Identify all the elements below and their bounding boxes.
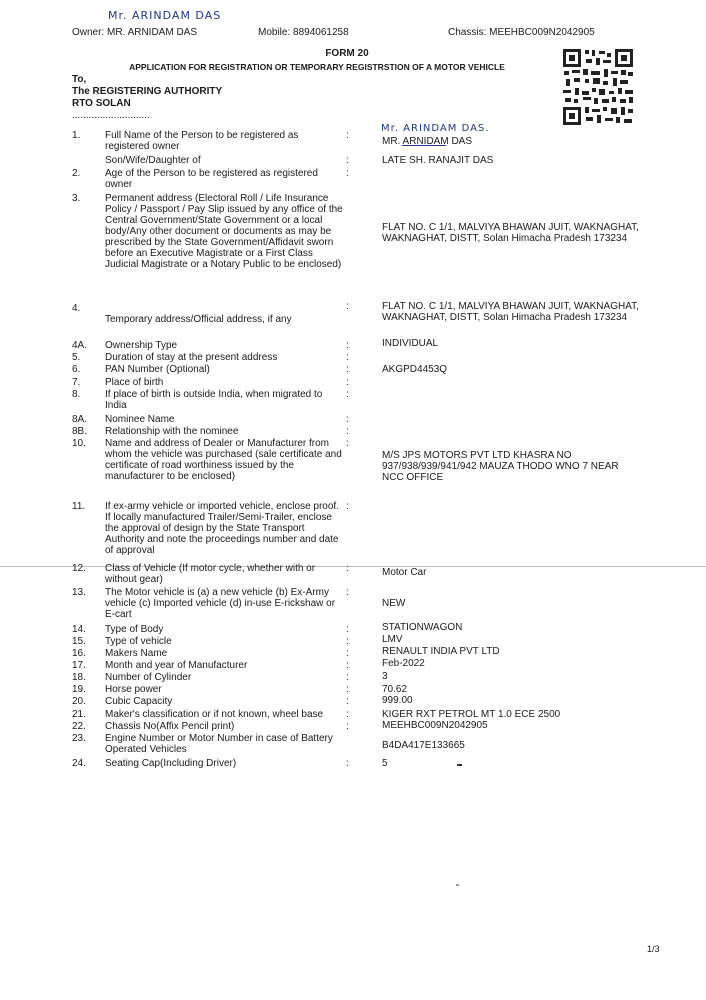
- item-label: Makers Name: [105, 648, 168, 659]
- item-value: 5: [382, 758, 388, 769]
- item-colon: :: [346, 364, 349, 375]
- item-number: 23.: [72, 733, 86, 744]
- registering-authority: The REGISTERING AUTHORITY: [72, 86, 223, 97]
- item-value: MR. ARNIDAM DAS: [382, 136, 473, 147]
- item-label: Seating Cap(Including Driver): [105, 758, 237, 769]
- item-label: The Motor vehicle is (a) a new vehicle (b) Ex-Army vehicle (c) Imported vehicle (d) in-use E-rickshaw or E-cart: [105, 587, 336, 620]
- item-number: 15.: [72, 636, 86, 647]
- item-label: Horse power: [105, 684, 162, 695]
- item-colon: :: [346, 660, 349, 671]
- item-label: Month and year of Manufacturer: [105, 660, 248, 671]
- item-colon: :: [346, 684, 349, 695]
- handwritten-name: Mr. ARINDAM DAS.: [381, 123, 490, 134]
- item-colon: :: [346, 130, 349, 141]
- item-number: 4A.: [72, 340, 88, 351]
- mobile-text: Mobile: 8894061258: [258, 27, 349, 38]
- item-value: NEW: [382, 598, 406, 609]
- item-label: Relationship with the nominee: [105, 426, 239, 437]
- item-value: LMV: [382, 634, 403, 645]
- item-label: Ownership Type: [105, 340, 178, 351]
- handwritten-owner-name: Mr. ARINDAM DAS: [108, 9, 222, 22]
- to-label: To,: [72, 74, 87, 85]
- item-colon: :: [346, 636, 349, 647]
- item-value: 70.62: [382, 684, 408, 695]
- item-label: Number of Cylinder: [105, 672, 192, 683]
- item-number: 19.: [72, 684, 86, 695]
- item-label: PAN Number (Optional): [105, 364, 210, 375]
- item-colon: :: [346, 340, 349, 351]
- item-label: Type of vehicle: [105, 636, 172, 647]
- item-label: Duration of stay at the present address: [105, 352, 278, 363]
- item-colon: :: [346, 696, 349, 707]
- scan-speck: [457, 764, 462, 766]
- item-label: Engine Number or Motor Number in case of Battery Operated Vehicles: [105, 733, 333, 755]
- chassis-text: Chassis: MEEHBC009N2042905: [448, 27, 595, 38]
- item-colon: :: [346, 438, 349, 449]
- item-label: Place of birth: [105, 377, 164, 388]
- item-number: 17.: [72, 660, 86, 671]
- item-number: 20.: [72, 696, 86, 707]
- item-value: STATIONWAGON: [382, 622, 463, 633]
- item-colon: :: [346, 563, 349, 574]
- item-colon: :: [346, 389, 349, 400]
- item-colon: :: [346, 501, 349, 512]
- item-label: Permanent address (Electoral Roll / Life Insurance Policy / Passport / Pay Slip issued by any office of the Central Government/State Government or a local body/Any other document or documents as may be prescribed by the State Government/Affidavit sworn before an Executive Magistrate or a First Class Judicial Magistrate or a Notary Public to be enclosed): [105, 193, 343, 270]
- item-number: 8B.: [72, 426, 88, 437]
- form-title: APPLICATION FOR REGISTRATION OR TEMPORARY REGISTRSTION OF A MOTOR VEHICLE: [129, 62, 505, 72]
- item-colon: :: [346, 721, 349, 732]
- item-colon: :: [346, 352, 349, 363]
- item-colon: :: [346, 648, 349, 659]
- item-label: Son/Wife/Daughter of: [105, 155, 201, 166]
- item-label: Chassis No(Affix Pencil print): [105, 721, 235, 732]
- item-label: Full Name of the Person to be registered as registered owner: [105, 130, 299, 152]
- item-value: 3: [382, 671, 388, 682]
- item-label: Nominee Name: [105, 414, 175, 425]
- item-number: 14.: [72, 624, 86, 635]
- rto-name: RTO SOLAN: [72, 98, 131, 109]
- scan-speck: [456, 884, 459, 886]
- item-label: Type of Body: [105, 624, 164, 635]
- item-number: 22.: [72, 721, 86, 732]
- item-number: 6.: [72, 364, 81, 375]
- item-number: 5.: [72, 352, 81, 363]
- item-value: KIGER RXT PETROL MT 1.0 ECE 2500: [382, 709, 561, 720]
- item-value: MEEHBC009N2042905: [382, 720, 488, 731]
- item-colon: :: [346, 155, 349, 166]
- item-number: 7.: [72, 377, 81, 388]
- item-label: Maker's classification or if not known, wheel base: [105, 709, 324, 720]
- item-number: 11.: [72, 501, 86, 512]
- item-number: 10.: [72, 438, 86, 449]
- item-colon: :: [346, 426, 349, 437]
- item-label: Class of Vehicle (If motor cycle, whether with or without gear): [105, 563, 316, 585]
- item-number: 21.: [72, 709, 86, 720]
- item-value: AKGPD4453Q: [382, 364, 448, 375]
- item-value: FLAT NO. C 1/1, MALVIYA BHAWAN JUIT, WAKNAGHAT, WAKNAGHAT, DISTT, Solan Himacha Pradesh 173234: [382, 222, 639, 244]
- item-colon: :: [346, 587, 349, 598]
- item-number: 24.: [72, 758, 86, 769]
- item-value: INDIVIDUAL: [382, 338, 439, 349]
- item-value: 999.00: [382, 695, 413, 706]
- item-number: 1.: [72, 130, 81, 141]
- item-label: Cubic Capacity: [105, 696, 173, 707]
- item-colon: :: [346, 672, 349, 683]
- item-colon: :: [346, 168, 349, 179]
- item-number: 13.: [72, 587, 86, 598]
- item-number: 8A.: [72, 414, 88, 425]
- item-number: 12.: [72, 563, 86, 574]
- item-number: 2.: [72, 168, 81, 179]
- item-number: 18.: [72, 672, 86, 683]
- item-value: Motor Car: [382, 567, 427, 578]
- item-value: M/S JPS MOTORS PVT LTD KHASRA NO 937/938/939/941/942 MAUZA THODO WNO 7 NEAR NCC OFFICE: [382, 450, 619, 483]
- item-value: B4DA417E133665: [382, 740, 465, 751]
- item-label: Age of the Person to be registered as registered owner: [105, 168, 318, 190]
- item-number: 16.: [72, 648, 86, 659]
- item-value: LATE SH. RANAJIT DAS: [382, 155, 494, 166]
- item-colon: :: [346, 624, 349, 635]
- page-number: 1/3: [647, 944, 660, 954]
- item-label: If ex-army vehicle or imported vehicle, enclose proof. If locally manufactured Trailer/Semi-Trailer, enclose the approval of design by the State Transport Authority and note the proceedings number and date of approval: [105, 501, 339, 556]
- item-label: Temporary address/Official address, if any: [105, 314, 292, 325]
- item-number: 4.: [72, 303, 81, 314]
- item-number: 3.: [72, 193, 81, 204]
- dots-line: ............................: [72, 110, 150, 121]
- item-colon: :: [346, 709, 349, 720]
- item-number: 8.: [72, 389, 81, 400]
- item-label: If place of birth is outside India, when migrated to India: [105, 389, 323, 411]
- item-colon: :: [346, 301, 349, 312]
- item-colon: :: [346, 758, 349, 769]
- item-value: FLAT NO. C 1/1, MALVIYA BHAWAN JUIT, WAKNAGHAT, WAKNAGHAT, DISTT, Solan Himacha Pradesh 173234: [382, 301, 639, 323]
- item-value: RENAULT INDIA PVT LTD: [382, 646, 500, 657]
- item-colon: :: [346, 377, 349, 388]
- form-number: FORM 20: [325, 48, 369, 59]
- owner-text: Owner: MR. ARNIDAM DAS: [72, 27, 198, 38]
- item-label: Name and address of Dealer or Manufacturer from whom the vehicle was purchased (sale certificate and certificate of road worthiness issued by the manufacturer to be enclosed): [105, 438, 342, 482]
- item-colon: :: [346, 414, 349, 425]
- item-value: Feb-2022: [382, 658, 425, 669]
